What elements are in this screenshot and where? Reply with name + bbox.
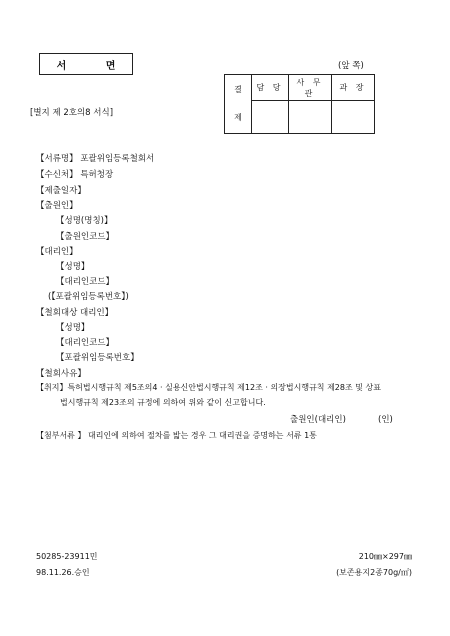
- field-agent-name: 【성명】: [56, 262, 90, 272]
- footer-paper-size: 210㎜×297㎜: [358, 552, 412, 561]
- form-number: [별지 제 2호의8 서식]: [30, 108, 114, 118]
- document-title-box: [39, 53, 133, 75]
- front-side-label: (앞 쪽): [338, 61, 364, 71]
- approval-role-director: 과 장: [332, 75, 375, 101]
- field-withdrawn-agent: 【철회대상 대리인】: [36, 308, 114, 318]
- signature-label: 출원인(대리인): [290, 415, 346, 425]
- approval-sign-staff[interactable]: [252, 101, 289, 134]
- field-applicant-name: 【성명(명칭)】: [56, 216, 113, 226]
- approval-role-staff: 담 당: [252, 75, 289, 101]
- field-withdrawn-agent-name: 【성명】: [56, 323, 90, 333]
- footer-code: 50285-23911민: [36, 552, 98, 561]
- field-purpose-line2: 법시행규칙 제23조의 규정에 의하여 위와 같이 신고합니다.: [60, 398, 266, 407]
- field-submission-date: 【제출일자】: [36, 186, 86, 196]
- field-withdrawal-reason: 【철회사유】: [36, 369, 86, 379]
- approval-sign-director[interactable]: [332, 101, 375, 134]
- approval-role-officer: 사 무 관: [289, 75, 332, 101]
- signature-seal: (인): [378, 415, 393, 425]
- document-title: 서 면: [56, 60, 134, 72]
- field-agent-code: 【대리인코드】: [56, 277, 115, 287]
- approval-sign-officer[interactable]: [289, 101, 332, 134]
- field-document-name: 【서류명】 포괄위임등록철회서: [36, 154, 155, 164]
- field-agent: 【대리인】: [36, 247, 78, 257]
- field-attachments: 【첨부서류 】 대리인에 의하여 절차를 밟는 경우 그 대리권을 증명하는 서류 1통: [36, 431, 317, 440]
- footer-paper-type: (보존용지2종70g/㎡): [336, 568, 412, 577]
- field-agent-delegation-number: (【포괄위임등록번호】): [48, 292, 129, 302]
- footer-approval-date: 98.11.26.승인: [36, 568, 90, 577]
- field-recipient: 【수신처】 특허청장: [36, 170, 114, 180]
- field-applicant: 【출원인】: [36, 201, 78, 211]
- field-withdrawn-delegation-number: 【포괄위임등록번호】: [56, 353, 139, 363]
- field-purpose-line1: 【취지】특허법시행규칙 제5조의4 · 실용신안법시행규칙 제12조 · 의장법시행규칙 제28조 및 상표: [36, 383, 381, 392]
- approval-box: [224, 74, 375, 134]
- approval-label: 결 제: [225, 75, 252, 134]
- field-applicant-code: 【출원인코드】: [56, 232, 115, 242]
- field-withdrawn-agent-code: 【대리인코드】: [56, 338, 115, 348]
